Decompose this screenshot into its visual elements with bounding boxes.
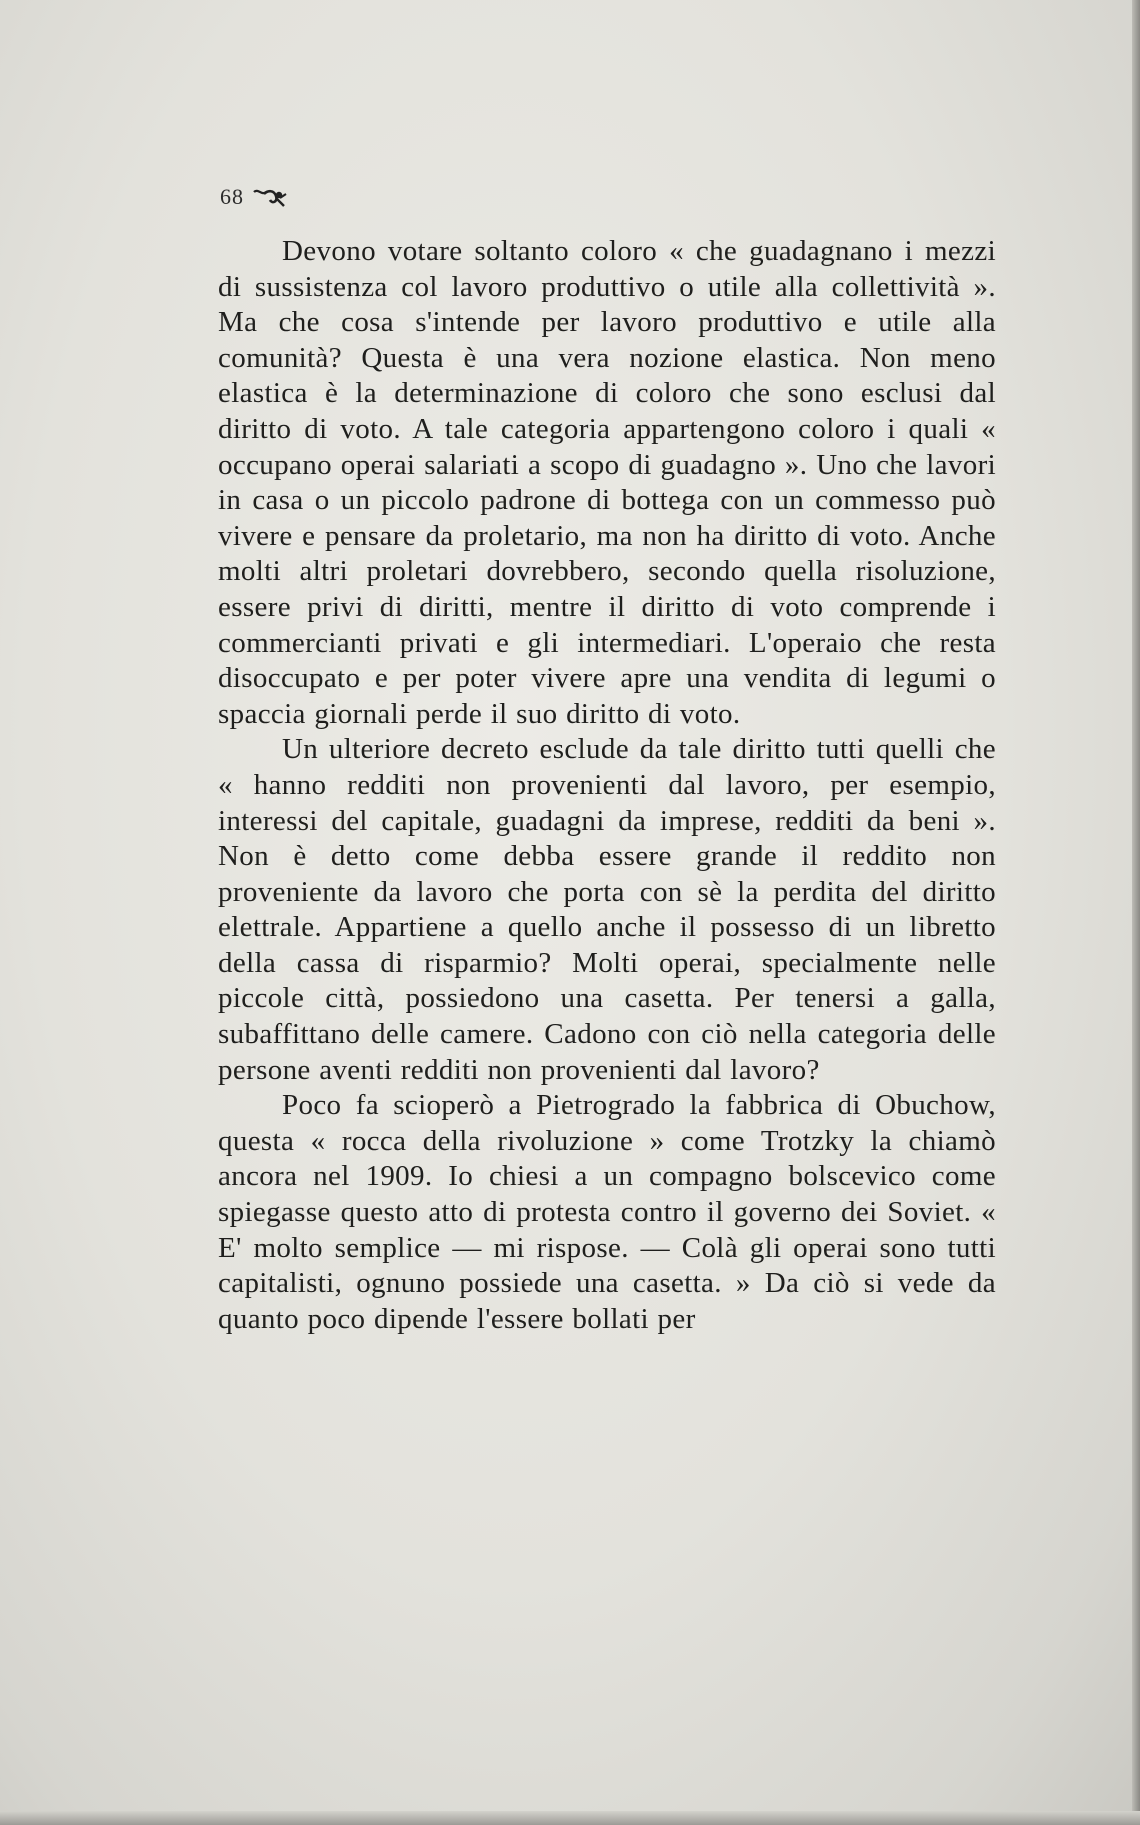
page-edge-shadow — [1132, 0, 1140, 1825]
paragraph: Devono votare soltanto coloro « che guadagnano i mezzi di sussistenza col lavoro produttivo o utile alla collettività ». Ma che cosa s'intende per lavoro produttivo e utile alla comunità? Questa è una vera nozione elastica. Non meno elastica è la determinazione di coloro che sono esclusi dal diritto di voto. A tale categoria appartengono coloro i quali « occupano operai salariati a scopo di guadagno ». Uno che lavori in casa o un piccolo padrone di bottega con un commesso può vivere e pensare da proletario, ma non ha diritto di voto. Anche molti altri proletari dovrebbero, secondo quella risoluzione, essere privi di diritti, mentre il diritto di voto comprende i commercianti privati e gli intermediari. L'operaio che resta disoccupato e per poter vivere apre una vendita di legumi o spaccia giornali perde il suo diritto di voto. — [218, 235, 996, 730]
body-text — [218, 234, 996, 1337]
paragraph: Poco fa scioperò a Pietrogrado la fabbrica di Obuchow, questa « rocca della rivoluzione » come Trotzky la chiamò ancora nel 1909. Io chiesi a un compagno bolscevico come spiegasse questo atto di protesta contro il governo dei Soviet. « E' molto semplice — mi rispose. — Colà gli operai sono tutti capitalisti, ognuno possiede una casetta. » Da ciò si vede da quanto poco dipende l'essere bollati per — [218, 1089, 996, 1335]
paragraph: Un ulteriore decreto esclude da tale diritto tutti quelli che « hanno redditi non provenienti dal lavoro, per esempio, interessi del capitale, guadagni da imprese, redditi da beni ». Non è detto come debba essere grande il reddito non proveniente da lavoro che porta con sè la perdita del diritto elettrale. Appartiene a quello anche il possesso di un libretto della cassa di risparmio? Molti operai, specialmente nelle piccole città, possiedono una casetta. Per tenersi a galla, subaffittano delle camere. Cadono con ciò nella categoria delle persone aventi redditi non provenienti dal lavoro? — [218, 733, 996, 1086]
floral-ornament-icon — [252, 186, 288, 208]
page-bottom-shadow — [0, 1811, 1140, 1825]
page-header — [220, 182, 288, 212]
page-number: 68 — [220, 184, 244, 209]
